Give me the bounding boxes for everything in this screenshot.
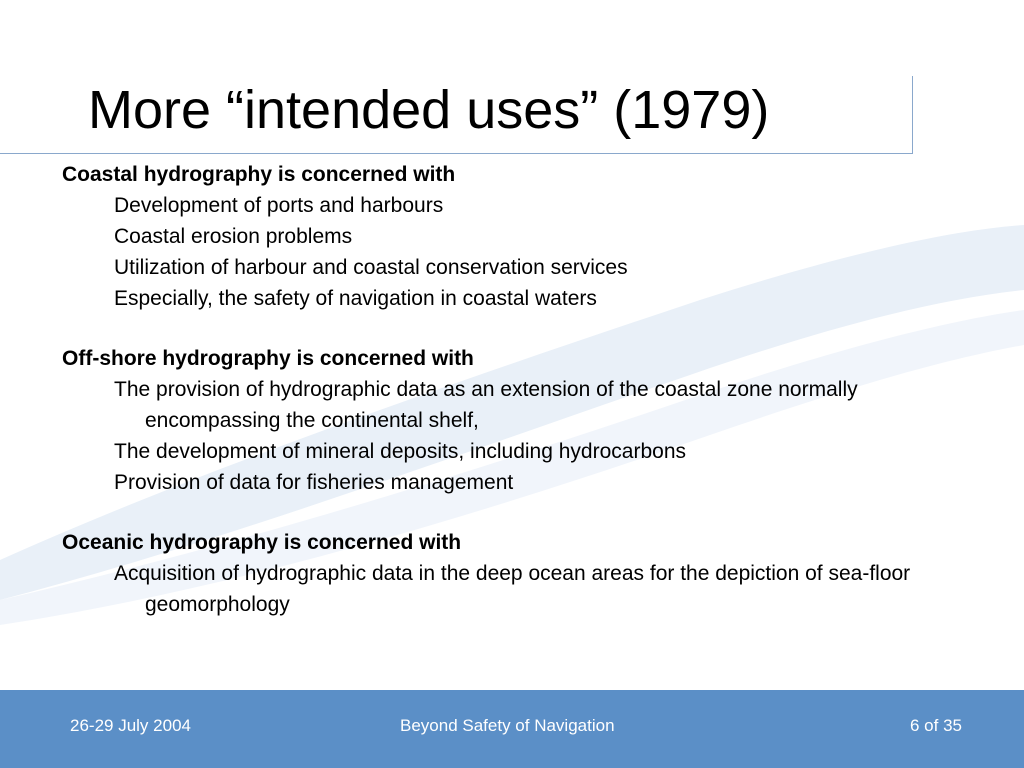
section-oceanic bbox=[62, 528, 962, 620]
list-item: The development of mineral deposits, including hydrocarbons bbox=[114, 440, 686, 463]
list-item: Provision of data for fisheries management bbox=[114, 471, 514, 494]
section-heading: Oceanic hydrography is concerned with bbox=[62, 531, 462, 554]
section-offshore bbox=[62, 344, 962, 498]
section-heading: Off-shore hydrography is concerned with bbox=[62, 347, 474, 370]
list-item: Especially, the safety of navigation in coastal waters bbox=[114, 287, 597, 310]
section-coastal bbox=[62, 160, 962, 314]
slide-title: More “intended uses” (1979) bbox=[88, 80, 770, 140]
slide-body bbox=[62, 160, 962, 650]
list-item: Utilization of harbour and coastal conservation services bbox=[114, 256, 628, 279]
list-item: The provision of hydrographic data as an extension of the coastal zone normally encompassing the continental shelf, bbox=[114, 378, 858, 432]
list-item: Development of ports and harbours bbox=[114, 194, 444, 217]
title-side-rule bbox=[912, 76, 913, 154]
list-item: Acquisition of hydrographic data in the deep ocean areas for the depiction of sea-floor geomorphology bbox=[114, 562, 911, 616]
section-heading: Coastal hydrography is concerned with bbox=[62, 163, 456, 186]
slide-footer bbox=[0, 690, 1024, 768]
footer-date: 26-29 July 2004 bbox=[70, 716, 191, 735]
title-underline bbox=[0, 153, 912, 154]
list-item: Coastal erosion problems bbox=[114, 225, 353, 248]
page-number: 6 of 35 bbox=[910, 716, 962, 735]
footer-title: Beyond Safety of Navigation bbox=[400, 716, 615, 735]
